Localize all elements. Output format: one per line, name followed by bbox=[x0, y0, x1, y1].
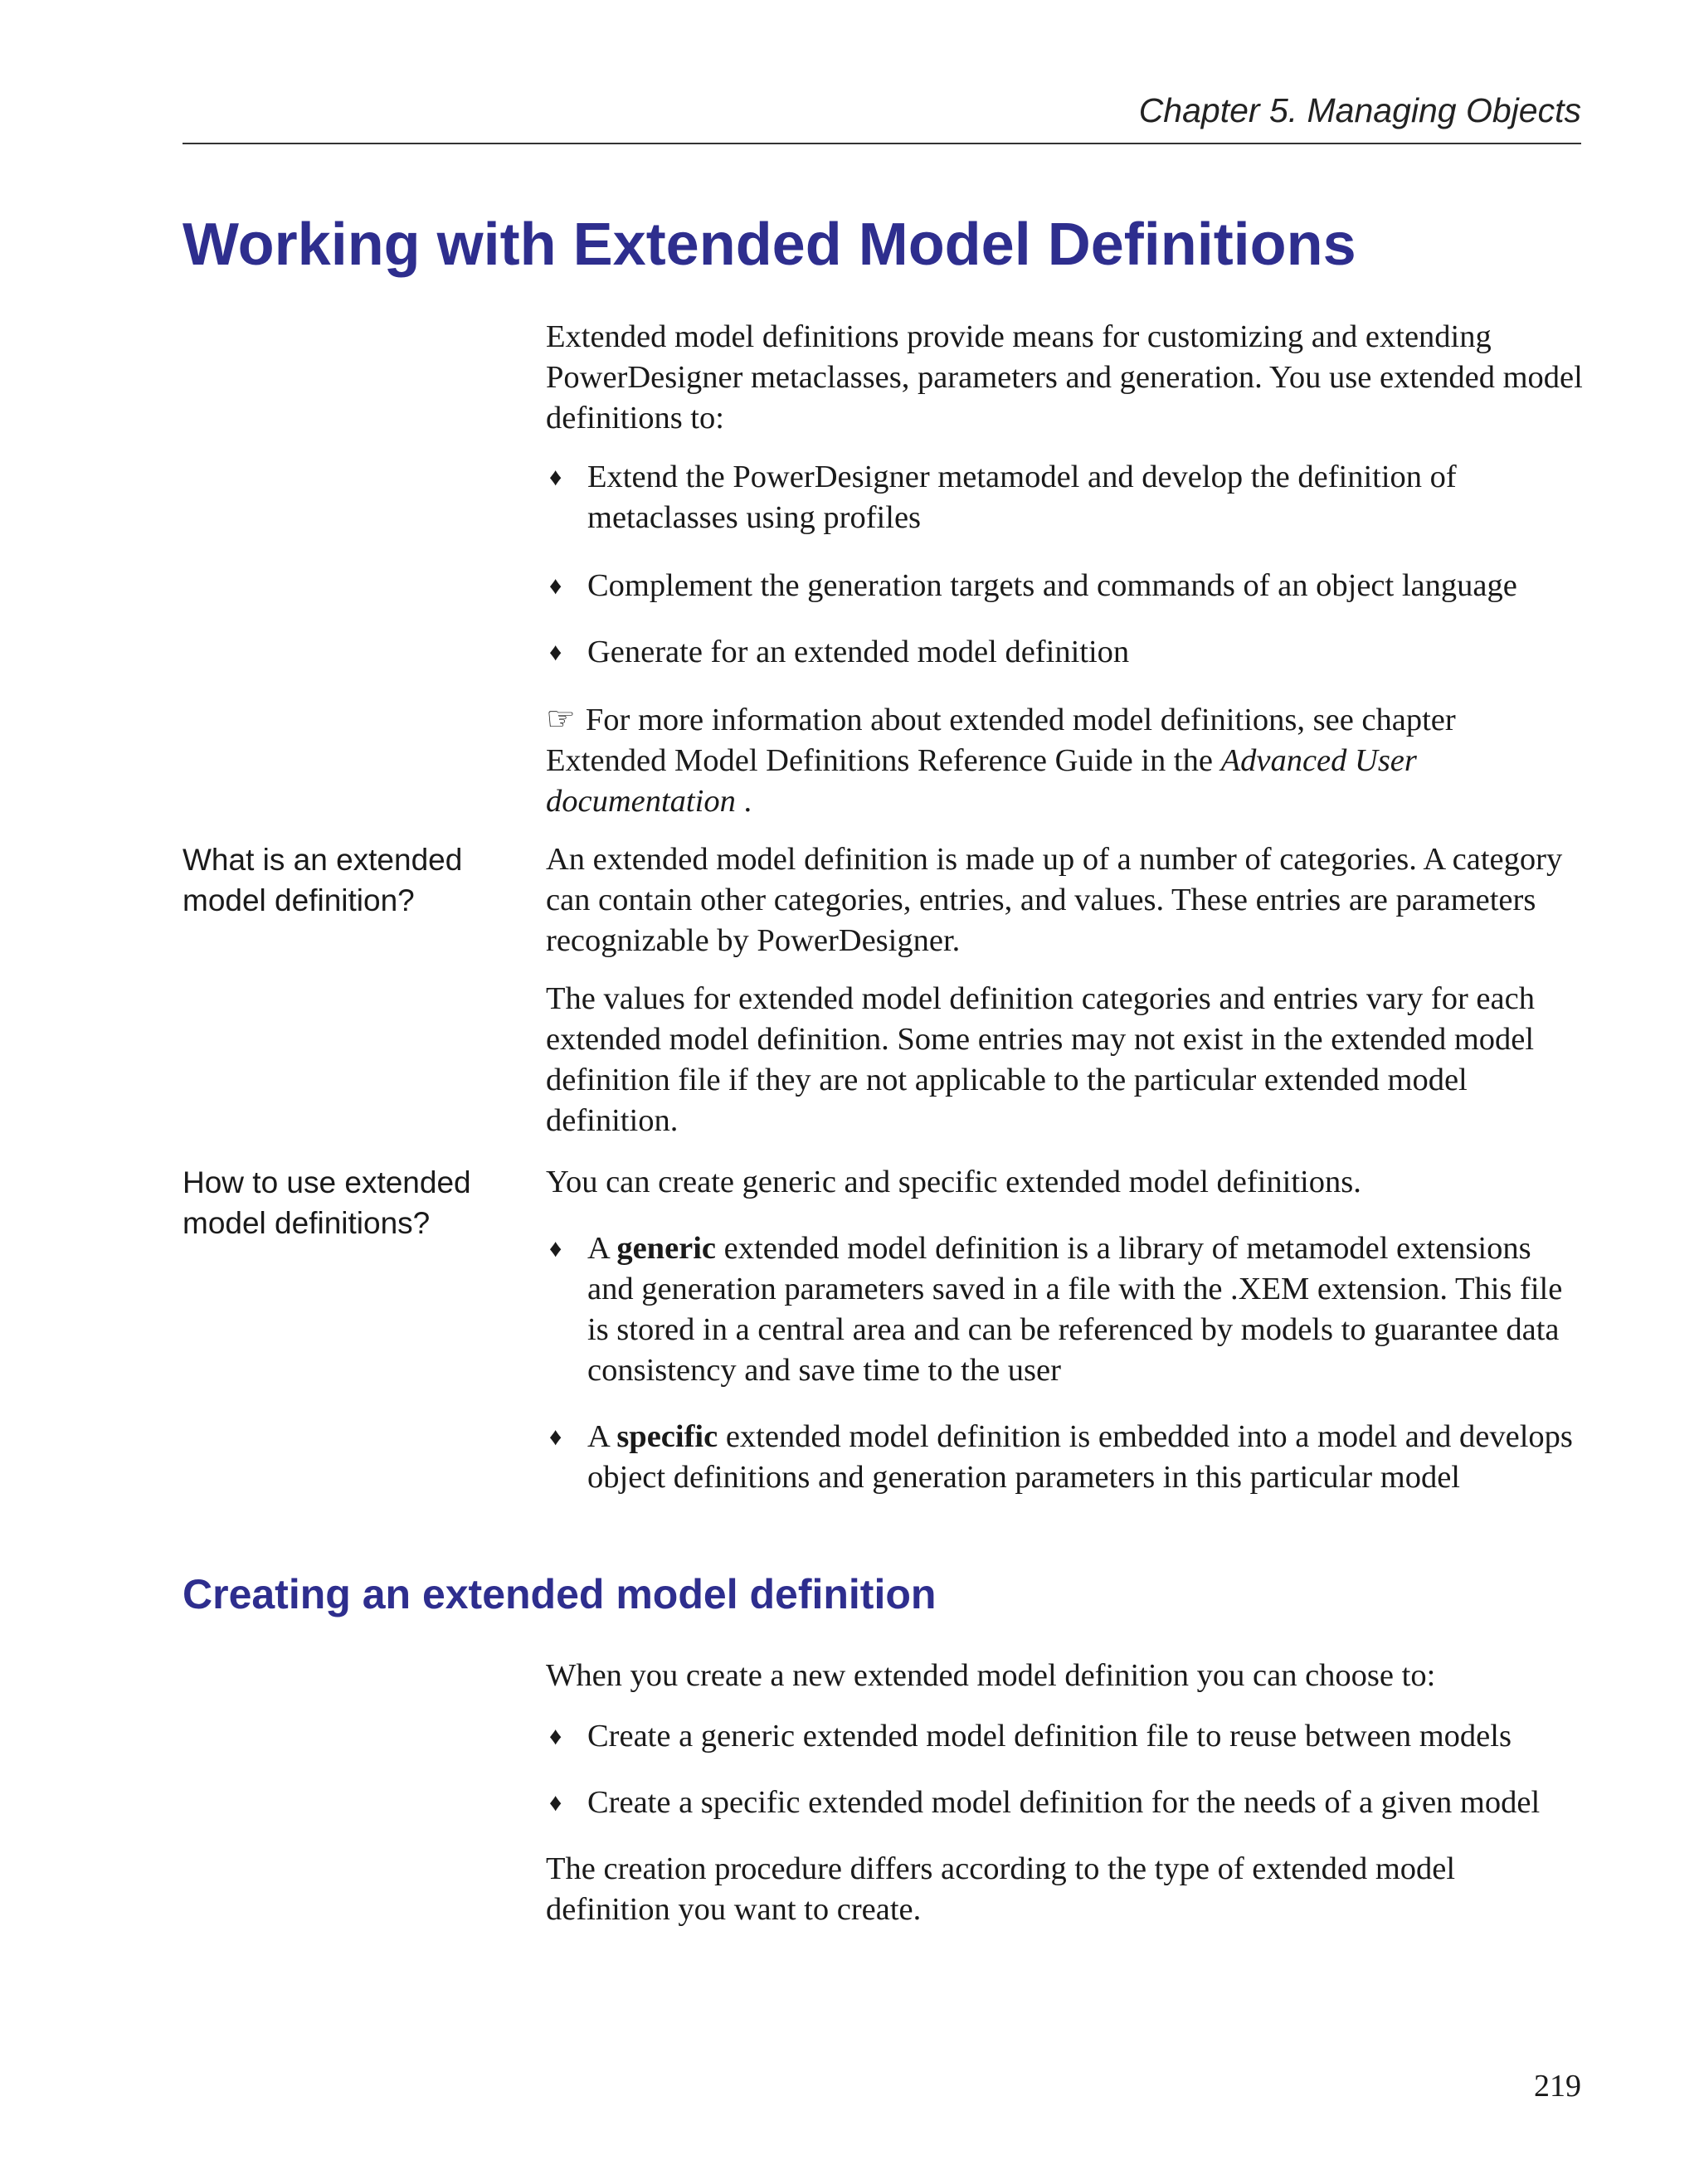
side-label-how-to: How to use extended model definitions? bbox=[183, 1165, 471, 1240]
header-rule bbox=[183, 143, 1581, 144]
list-item: ♦ Complement the generation targets and commands of an object language bbox=[546, 566, 1583, 606]
section-heading: Creating an extended model definition bbox=[183, 1571, 937, 1617]
diamond-bullet-icon: ♦ bbox=[549, 639, 562, 666]
running-header: Chapter 5. Managing Objects bbox=[1138, 91, 1581, 129]
list-item: ♦ A generic extended model definition is a library of metamodel extensions and generation parameters saved in a file with the .XEM extension. This file is stored in a central area and can be referenced by models to guarantee data consistency and save time to the user bbox=[546, 1228, 1583, 1391]
creating-intro: When you create a new extended model definition you can choose to: bbox=[546, 1658, 1436, 1693]
list-item: ♦ Create a specific extended model definition for the needs of a given model bbox=[546, 1783, 1583, 1823]
how-to-block bbox=[546, 1162, 1583, 1498]
page-title: Working with Extended Model Definitions bbox=[183, 212, 1356, 278]
pointing-hand-icon: ☞ bbox=[546, 700, 576, 737]
diamond-bullet-icon: ♦ bbox=[549, 572, 562, 600]
diamond-bullet-icon: ♦ bbox=[549, 1723, 562, 1750]
diamond-bullet-icon: ♦ bbox=[549, 1235, 562, 1262]
intro-block bbox=[546, 317, 1583, 822]
list-item: ♦ Extend the PowerDesigner metamodel and develop the definition of metaclasses using profiles bbox=[546, 457, 1583, 538]
intro-paragraph: Extended model definitions provide means for customizing and extending PowerDesigner metaclasses, parameters and generation. You use extended model definitions to: bbox=[546, 319, 1583, 435]
note-paragraph: ☞ For more information about extended model definitions, see chapter Extended Model Definitions Reference Guide in the Advanced User documentation . bbox=[546, 700, 1456, 819]
page-number: 219 bbox=[1534, 2069, 1581, 2104]
list-item: ♦ Create a generic extended model definition file to reuse between models bbox=[546, 1716, 1583, 1757]
diamond-bullet-icon: ♦ bbox=[549, 1423, 562, 1451]
diamond-bullet-icon: ♦ bbox=[549, 464, 562, 491]
what-is-paragraph-1: An extended model definition is made up of a number of categories. A category can contain other categories, entries, and values. These entries are parameters recognizable by PowerDesigner. bbox=[546, 842, 1563, 958]
list-item: ♦ A specific extended model definition is embedded into a model and develops object definitions and generation parameters in this particular model bbox=[546, 1417, 1583, 1498]
how-to-intro: You can create generic and specific extended model definitions. bbox=[546, 1165, 1361, 1199]
note-italic: Advanced User documentation bbox=[546, 743, 1417, 819]
what-is-block bbox=[546, 839, 1583, 1141]
creating-block bbox=[546, 1656, 1583, 1930]
creating-closing: The creation procedure differs according to the type of extended model definition you want to create. bbox=[546, 1851, 1456, 1927]
list-item: ♦ Generate for an extended model definition bbox=[546, 632, 1583, 673]
diamond-bullet-icon: ♦ bbox=[549, 1789, 562, 1817]
side-label-what-is: What is an extended model definition? bbox=[183, 843, 463, 917]
what-is-paragraph-2: The values for extended model definition categories and entries vary for each extended model definition. Some entries may not exist in the extended model definition file if they are not applicable to the particular extended model definition. bbox=[546, 981, 1535, 1138]
